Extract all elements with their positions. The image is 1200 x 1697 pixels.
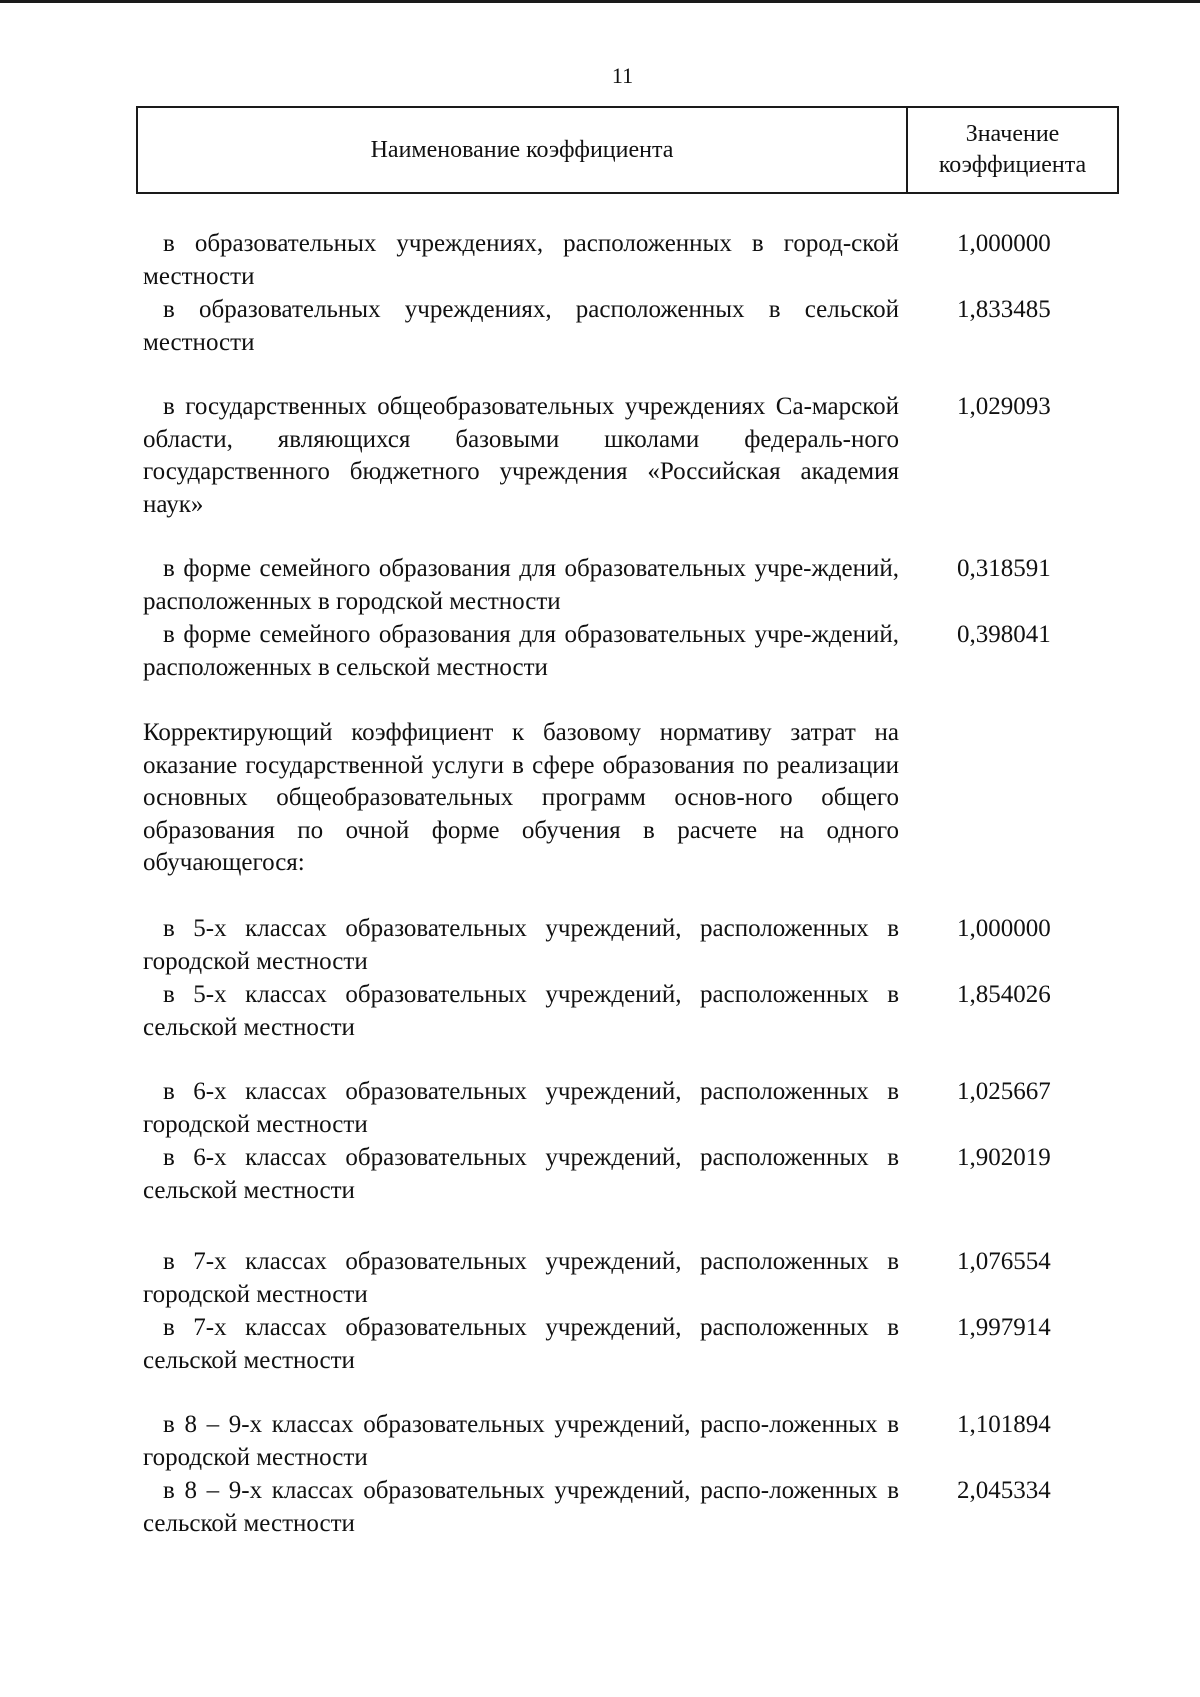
row-value: 1,833485 — [957, 296, 1051, 323]
row-value: 1,902019 — [957, 1144, 1051, 1171]
row-description: в образовательных учреждениях, расположенных в город-ской местности — [143, 230, 899, 290]
row-value: 1,854026 — [957, 981, 1051, 1008]
row-value: 0,318591 — [957, 555, 1051, 582]
row-value: 1,025667 — [957, 1078, 1051, 1105]
header-value-line1: Значение — [965, 121, 1060, 147]
row-description: в форме семейного образования для образовательных учре-ждений, расположенных в сельской местности — [143, 621, 899, 681]
row-description: в 5-х классах образовательных учреждений, расположенных в сельской местности — [143, 981, 899, 1041]
row-value: 1,076554 — [957, 1248, 1051, 1275]
row-value: 1,000000 — [957, 230, 1051, 257]
row-description: в форме семейного образования для образовательных учре-ждений, расположенных в городской местности — [143, 555, 899, 615]
header-coefficient-name: Наименование коэффициента — [138, 108, 908, 192]
row-description: Корректирующий коэффициент к базовому нормативу затрат на оказание государственной услуги в сфере образования по реализации основных общеобразовательных программ основ-ного общего образования по очной форме обучения в расчете на одного обучающегося: — [143, 719, 899, 876]
row-value: 1,101894 — [957, 1411, 1051, 1438]
row-value: 2,045334 — [957, 1477, 1051, 1504]
header-value-line2: коэффициента — [938, 152, 1087, 178]
page-number: 11 — [611, 63, 634, 88]
row-description: в 6-х классах образовательных учреждений, расположенных в сельской местности — [143, 1144, 899, 1204]
row-description: в государственных общеобразовательных учреждениях Са-марской области, являющихся базовыми школами федераль-ного государственного бюджетного учреждения «Российская академия наук» — [143, 393, 899, 518]
row-value: 1,029093 — [957, 393, 1051, 420]
row-value: 1,000000 — [957, 915, 1051, 942]
row-description: в 7-х классах образовательных учреждений, расположенных в сельской местности — [143, 1314, 899, 1374]
row-description: в 7-х классах образовательных учреждений, расположенных в городской местности — [143, 1248, 899, 1308]
row-description: в 8 – 9-х классах образовательных учреждений, распо-ложенных в сельской местности — [143, 1477, 899, 1537]
row-description: в образовательных учреждениях, расположенных в сельской местности — [143, 296, 899, 356]
row-value: 1,997914 — [957, 1314, 1051, 1341]
row-value: 0,398041 — [957, 621, 1051, 648]
row-description: в 5-х классах образовательных учреждений, расположенных в городской местности — [143, 915, 899, 975]
row-description: в 8 – 9-х классах образовательных учреждений, распо-ложенных в городской местности — [143, 1411, 899, 1471]
row-description: в 6-х классах образовательных учреждений, расположенных в городской местности — [143, 1078, 899, 1138]
